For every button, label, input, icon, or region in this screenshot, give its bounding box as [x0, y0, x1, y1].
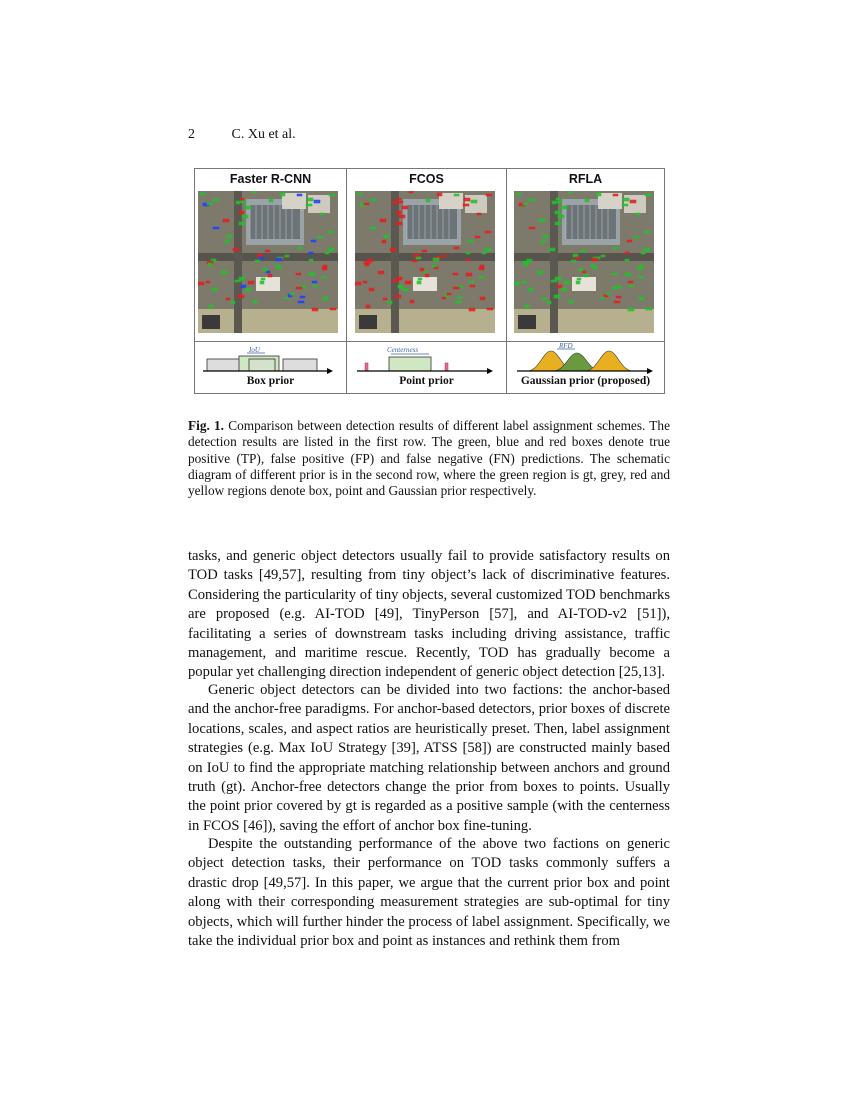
column-title: Faster R-CNN	[229, 172, 312, 186]
aerial-detection-image	[514, 191, 654, 333]
paragraph: Generic object detectors can be divided into two factions: the anchor-based and the anchor-free paradigms. For anchor-based detectors, prior boxes of discrete locations, scales, and aspect ratios are heuristically preset. Then, label assignment strategies (e.g. Max IoU Strategy [39], ATSS [58]) are constructed mainly based on IoU to find the appropriate matching relationship between anchors and ground truth (gt). Anchor-free detectors change the prior from boxes to points. Usually the point prior covered by gt is regarded as a positive sample (with the centerness in FCOS [46]), saving the effort of anchor box fine-tuning.	[188, 682, 670, 834]
prior-label: Box prior	[246, 375, 295, 387]
centerness-label: Centerness	[387, 347, 419, 354]
column-title: RFLA	[568, 172, 603, 186]
body-text	[188, 835, 670, 951]
gaussian-prior-diagram	[513, 343, 659, 375]
rfd-label: RFD	[559, 343, 573, 350]
figure-column-fcos	[347, 169, 507, 393]
box-prior-diagram	[199, 347, 343, 375]
column-title: FCOS	[409, 172, 444, 186]
page-number: 2	[188, 127, 195, 142]
iou-label: IoU	[249, 347, 260, 354]
figure-1	[194, 168, 665, 394]
figure-column-rfla	[507, 169, 664, 393]
point-prior-diagram	[353, 347, 501, 375]
caption-text: Comparison between detection results of different label assignment schemes. The detection results are listed in the first row. The green, blue and red boxes denote true positive (TP), false positive (FP) and false negative (FN) predictions. The schematic diagram of different prior is in the second row, where the green region is gt, grey, red and yellow regions denote box, point and Gaussian prior respectively.	[188, 418, 670, 499]
figure-caption	[188, 418, 670, 499]
caption-label: Fig. 1.	[188, 418, 224, 433]
prior-label: Point prior	[399, 375, 454, 387]
running-head-title: C. Xu et al.	[231, 127, 296, 142]
prior-label: Gaussian prior (proposed)	[520, 375, 651, 387]
paragraph: Despite the outstanding performance of the above two factions on generic object detection tasks, their performance on TOD tasks commonly suffers a drastic drop [49,57]. In this paper, we argue that the current prior box and point along with their corresponding measurement strategies are sub-optimal for tiny objects, which will further hinder the process of label assignment. Specifically, we take the individual prior box and point as instances and rethink them from	[188, 836, 670, 950]
figure-row-divider	[195, 341, 664, 342]
body-text	[188, 681, 670, 836]
figure-column-faster-rcnn	[195, 169, 347, 393]
aerial-detection-image	[198, 191, 338, 333]
running-header	[188, 127, 296, 143]
aerial-detection-image	[355, 191, 495, 333]
paragraph: tasks, and generic object detectors usually fail to provide satisfactory results on TOD tasks [49,57], resulting from tiny object’s lack of discriminative features. Considering the particularity of tiny objects, several customized TOD benchmarks are proposed (e.g. AI-TOD [49], TinyPerson [57], and AI-TOD-v2 [51]), facilitating a series of downstream tasks including driving assistance, traffic management, and maritime rescue. Recently, TOD has gradually become a popular yet challenging direction independent of generic object detection [25,13].	[188, 548, 670, 681]
body-text	[188, 547, 670, 683]
